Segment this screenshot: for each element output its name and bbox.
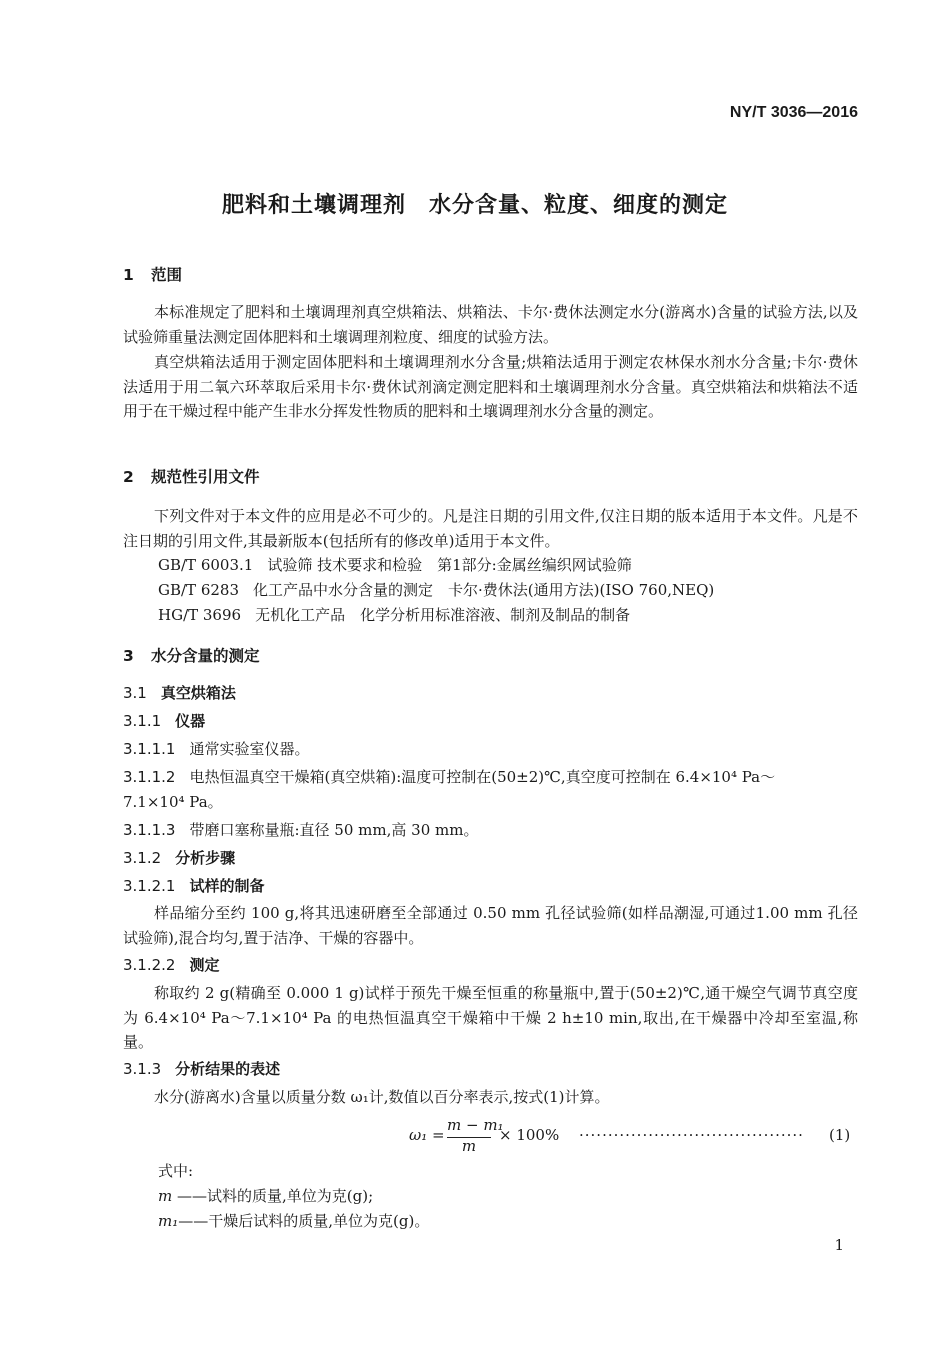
variable-definition: [158, 1210, 429, 1231]
reference-item: [158, 554, 632, 575]
subsection-3-1-2-2: [123, 954, 220, 975]
clause-number: 3.1.3: [123, 1060, 162, 1078]
clause-number: 3.1.2.2: [123, 956, 176, 974]
reference-item: [158, 579, 714, 600]
reference-item: [158, 604, 630, 625]
clause-title: 分析结果的表述: [175, 1060, 281, 1078]
section-number: 3: [123, 647, 134, 665]
clause-3-1-1-1: [123, 738, 310, 759]
clause-number: 3.1.1.1: [123, 740, 176, 758]
reference-code: GB/T 6003.1: [158, 556, 254, 574]
subsection-3-1: [123, 682, 236, 703]
formula-leader-dots: ·······································: [579, 1126, 804, 1144]
standard-code: NY/T 3036—2016: [729, 104, 858, 121]
subsection-3-1-3: [123, 1058, 280, 1079]
reference-title: 无机化工产品 化学分析用标准溶液、制剂及制品的制备: [255, 606, 631, 624]
section-title: 范围: [151, 266, 183, 284]
clause-number: 3.1: [123, 684, 147, 702]
clause-title: 试样的制备: [189, 877, 265, 895]
formula-rhs: × 100%: [499, 1126, 560, 1144]
page-number: 1: [834, 1236, 844, 1254]
clause-title: 测定: [189, 956, 220, 974]
determination-paragraph: 称取约 2 g(精确至 0.000 1 g)试样于预先干燥至恒重的称量瓶中,置于(50±2)℃,通干燥空气调节真空度为 6.4×10⁴ Pa～7.1×10⁴ Pa 的电热恒温真空干燥箱中干燥 2 h±10 min,取出,在干燥器中冷却至室温,称量。: [123, 984, 858, 1052]
clause-3-1-1-2-continuation: 7.1×10⁴ Pa。: [123, 793, 223, 811]
section-2-heading: [123, 465, 260, 487]
clause-number: 3.1.2: [123, 849, 162, 867]
clause-3-1-1-3: [123, 819, 478, 840]
reference-code: HG/T 3696: [158, 606, 242, 624]
clause-text: 带磨口塞称量瓶:直径 50 mm,高 30 mm。: [189, 821, 479, 839]
references-paragraph: 下列文件对于本文件的应用是必不可少的。凡是注日期的引用文件,仅注日期的版本适用于本文件。凡是不注日期的引用文件,其最新版本(包括所有的修改单)适用于本文件。: [123, 507, 858, 550]
formula-denominator: m: [461, 1137, 477, 1155]
result-expression-paragraph: 水分(游离水)含量以质量分数 ω₁计,数值以百分率表示,按式(1)计算。: [154, 1088, 610, 1106]
formula-lhs: ω₁ =: [409, 1126, 445, 1144]
clause-text: 电热恒温真空干燥箱(真空烘箱):温度可控制在(50±2)℃,真空度可控制在 6.4×10⁴ Pa～: [189, 768, 776, 786]
document-title: 肥料和土壤调理剂 水分含量、粒度、细度的测定: [221, 193, 728, 218]
reference-code: GB/T 6283: [158, 581, 240, 599]
equation-number: (1): [829, 1126, 851, 1144]
where-intro: 式中:: [158, 1162, 194, 1180]
section-number: 1: [123, 266, 134, 284]
section-3-heading: [123, 644, 260, 666]
subsection-3-1-2: [123, 847, 235, 868]
section-number: 2: [123, 468, 134, 486]
scope-paragraph-1: 本标准规定了肥料和土壤调理剂真空烘箱法、烘箱法、卡尔·费休法测定水分(游离水)含量的试验方法,以及试验筛重量法测定固体肥料和土壤调理剂粒度、细度的试验方法。: [123, 303, 858, 346]
variable-description: ——试料的质量,单位为克(g);: [172, 1187, 374, 1205]
reference-title: 化工产品中水分含量的测定 卡尔·费休法(通用方法)(ISO 760,NEQ): [253, 581, 715, 599]
clause-title: 真空烘箱法: [160, 684, 236, 702]
subsection-3-1-2-1: [123, 875, 265, 896]
clause-number: 3.1.2.1: [123, 877, 176, 895]
clause-number: 3.1.1.3: [123, 821, 176, 839]
clause-title: 分析步骤: [175, 849, 236, 867]
formula-1: [409, 1118, 859, 1154]
clause-number: 3.1.1: [123, 712, 162, 730]
clause-3-1-1-2: [123, 766, 775, 787]
section-title: 规范性引用文件: [151, 468, 260, 486]
clause-title: 仪器: [175, 712, 206, 730]
section-1-heading: [123, 263, 182, 285]
subsection-3-1-1: [123, 710, 205, 731]
variable-symbol: m₁: [158, 1212, 179, 1230]
sample-prep-paragraph: 样品缩分至约 100 g,将其迅速研磨至全部通过 0.50 mm 孔径试验筛(如样品潮湿,可通过1.00 mm 孔径试验筛),混合均匀,置于洁净、干燥的容器中。: [123, 904, 858, 947]
section-title: 水分含量的测定: [151, 647, 260, 665]
variable-definition: [158, 1185, 373, 1206]
clause-number: 3.1.1.2: [123, 768, 176, 786]
reference-title: 试验筛 技术要求和检验 第1部分:金属丝编织网试验筛: [267, 556, 632, 574]
scope-paragraph-2: 真空烘箱法适用于测定固体肥料和土壤调理剂水分含量;烘箱法适用于测定农林保水剂水分含量;卡尔·费休法适用于用二氧六环萃取后采用卡尔·费休试剂滴定测定肥料和土壤调理剂水分含量。真空烘箱法和烘箱法不适用于在干燥过程中能产生非水分挥发性物质的肥料和土壤调理剂水分含量的测定。: [123, 353, 858, 421]
variable-symbol: m: [158, 1187, 173, 1205]
variable-description: ——干燥后试料的质量,单位为克(g)。: [178, 1212, 430, 1230]
clause-text: 通常实验室仪器。: [189, 740, 310, 758]
formula-numerator: m − m₁: [447, 1116, 504, 1134]
